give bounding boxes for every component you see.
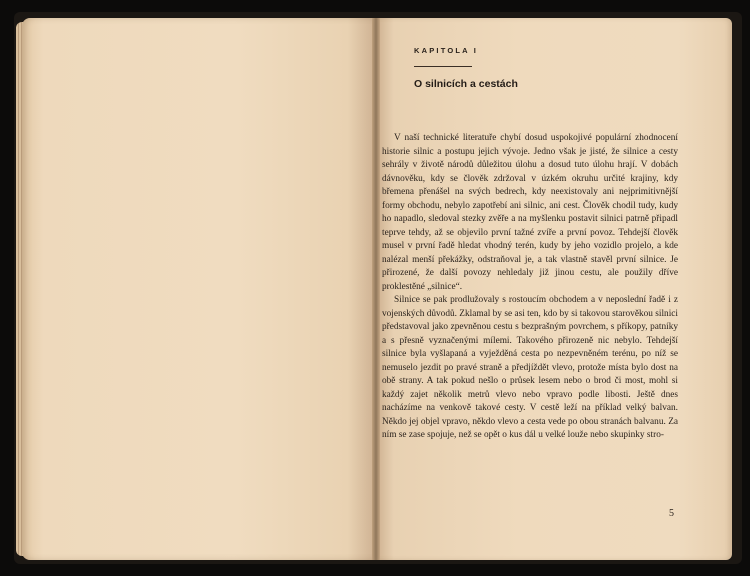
paragraph: V naší technické literatuře chybí dosud uspokojivé populární zhodnocení historie silnic a postupu jejich vývoje. Jedno však je jisté, že silnice a cesty sehrály v životě národů důležitou úlohu a dosud tuto úlohu hrají. V dobách dávnověku, kdy se člověk zdržoval v úzkém okruhu určité krajiny, kdy břemena přenášel na svých bedrech, kdy neexistovaly ani nejprimitivnější formy obchodu, nebylo zapotřebí ani silnic, ani cest. Člověk chodil tudy, kudy ho napadlo, sledoval stezky zvěře a na myšlenku postavit silnici patrně připadl teprve tehdy, až se objevilo první tažné zvíře a první povoz. Tehdejší člověk musel v první řadě hledat vhodný terén, kudy by jeho vozidlo projelo, a kde nalézal menší překážky, odstraňoval je, a tak vlastně stavěl první silnice. Je přirozené, že další povozy nehledaly již jinou cestu, ale použily dříve proklestěné „silnice“. — [382, 133, 678, 292]
left-page-blank — [22, 18, 376, 560]
chapter-label: KAPITOLA I — [414, 46, 479, 55]
paragraph: Silnice se pak prodlužovaly s rostoucím obchodem a v neposlední řadě i z vojenských důvodů. Zklamal by se asi ten, kdo by si takovou starověkou silnici představoval jako zpevněnou cestu s bezprašným povrchem, s příkopy, patníky a s přesně vyznačenými mílemi. Takového přirozeně nic nebylo. Tehdejší silnice byla vyšlapaná a vyježděná cesta po nezpevněném terénu, po níž se nemuselo jezdit po pravé straně a předjíždět vlevo, protože místa bylo dost na obě strany. A tak pokud nešlo o průsek lesem nebo o brod či most, mohl si každý zajet několik metrů vlevo nebo vpravo podle libosti. Ještě dnes nacházíme na venkově takové cesty. V cestě leží na příklad velký balvan. Někdo jej objel vpravo, někdo vlevo a cesta vede po obou stranách balvanu. Za ním se zase spojuje, než se opět o kus dál u velké louže nebo skupinky stro- — [382, 295, 678, 440]
page-number: 5 — [669, 508, 674, 519]
body-text — [382, 132, 678, 443]
chapter-rule — [414, 66, 472, 67]
chapter-title: O silnicích a cestách — [414, 78, 518, 90]
book-gutter — [372, 18, 380, 560]
